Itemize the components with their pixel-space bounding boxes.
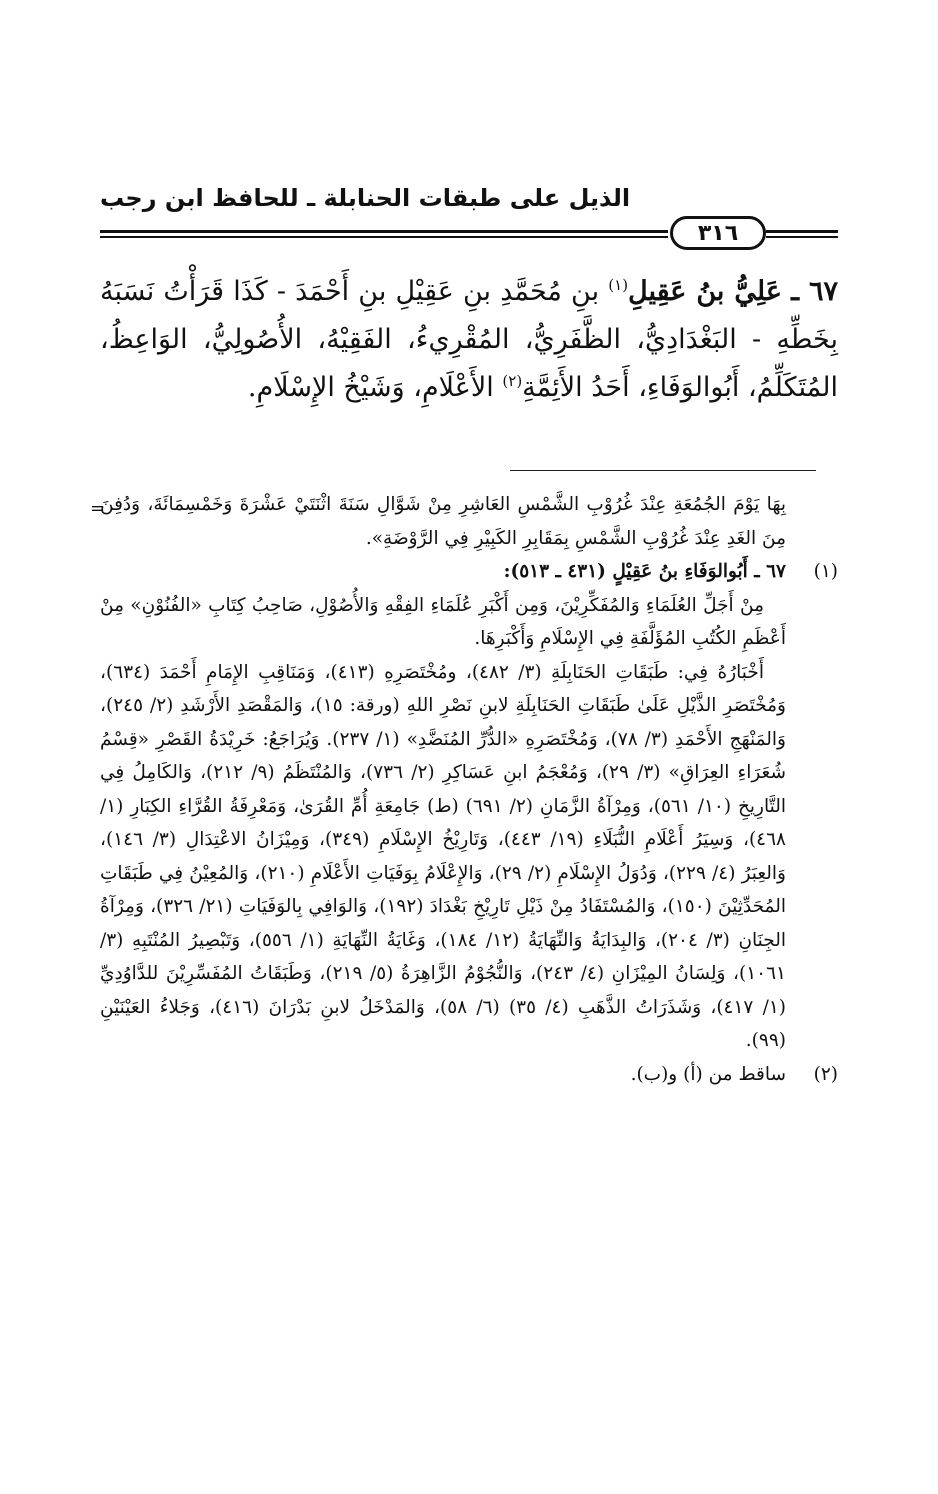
footnote-ref-2: (٢) — [502, 372, 523, 390]
rule-line — [766, 236, 838, 238]
entry-body-a: بنِ مُحَمَّدِ بنِ عَقِيْلِ بنِ أَحْمَدَ - كَذَا قَرَأْتُ نَسَبَهُ بِخَطِّهِ - البَغْدَادِيُّ، الظَّفَرِيُّ، المُقْرِيءُ، الفَقِيْهُ، الأُصُولِيُّ، الوَاعِظُ، المُتَكَلِّمُ، أَبُوالوَفَاءِ، أَحَدُ الأَئِمَّةِ — [100, 276, 838, 403]
rule-line — [100, 230, 668, 233]
entry-name: عَلِيُّ بنُ عَقِيلِ — [628, 276, 782, 307]
entry-text — [100, 268, 838, 412]
entry-number: ٦٧ ـ — [791, 276, 838, 307]
footnote-2-mark: (٢) — [813, 1063, 838, 1085]
rule-line — [100, 236, 668, 238]
footnote-ref-1: (١) — [608, 276, 629, 294]
footnote-1 — [100, 555, 838, 589]
continuation-text: بِهَا يَوْمَ الجُمُعَةِ عِنْدَ غُرُوْبِ الشَّمْسِ العَاشِرِ مِنْ شَوَّالِ سَنَةَ اثْنَتَيْ عَشْرَةَ وَخَمْسِمَائَةَ، وَدُفِنَ مِنَ الغَدِ عِنْدَ غُرُوْبِ الشَّمْسِ بِمَقَابِرِ الكَبِيْرِ فِي الرَّوْضَةِ». — [100, 494, 786, 549]
footnote-continuation — [90, 488, 838, 555]
footnotes — [90, 488, 838, 1091]
continuation-mark: = — [90, 498, 106, 519]
footnote-1-description: مِنْ أَجَلِّ العُلَمَاءِ وَالمُفَكِّرِيْنَ، وَمِن أَكْبَرِ عُلَمَاءِ الفِقْهِ وَالأُصُوْلِ، صَاحِبُ كِتَابِ «الفُنُوْنِ» مِنْ أَعْظَمِ الكُتُبِ المُؤَلَّفَةِ فِي الإِسْلَامِ وَأَكْبَرِهَا. — [100, 594, 786, 649]
entry-body-b: الأَعْلَامِ، وَشَيْخُ الإِسْلَامِ. — [247, 372, 494, 403]
footnote-2-text: ساقط من (أ) و(ب). — [630, 1063, 786, 1085]
page-number: ٣١٦ — [670, 216, 766, 250]
footnote-separator — [510, 470, 816, 471]
footnote-1-para-2 — [100, 656, 838, 1058]
rule-line — [766, 230, 838, 233]
footnote-1-mark: (١) — [813, 561, 838, 582]
footnote-2 — [100, 1058, 838, 1092]
header-rule — [100, 214, 838, 254]
footnote-1-heading: ٦٧ ـ أَبُوالوَفَاءِ بنُ عَقِيْلٍ (٤٣١ ـ ٥١٣): — [503, 561, 786, 582]
book-title: الذيل على طبقات الحنابلة ـ للحافظ ابن رجب — [100, 184, 631, 212]
footnote-1-para-1 — [100, 589, 838, 656]
running-head — [100, 180, 838, 216]
footnote-1-sources: أَخْبَارُهُ فِي: طَبَقَاتِ الحَنَابِلَةِ (٣/ ٤٨٢)، ومُخْتَصَرِهِ (٤١٣)، وَمَنَاقِبِ الإِمَامِ أَحْمَدَ (٦٣٤)، وَمُخْتَصَرِ الذَّيْلِ عَلَىٰ طَبَقَاتِ الحَنَابِلَةِ لابنِ نَصْرِ اللهِ (ورقة: ١٥)، وَالمَقْصَدِ الأَرْشَدِ (٢/ ٢٤٥)، وَالمَنْهَجِ الأَحْمَدِ (٣/ ٧٨)، وَمُخْتَصَرِهِ «الدُّرِّ المُنَضَّدِ» (١/ ٢٣٧). وَيُرَاجَعُ: خَرِيْدَةُ القَصْرِ «قِسْمُ شُعَرَاءِ العِرَاقِ» (٣/ ٢٩)، وَمُعْجَمُ ابنِ عَسَاكِرِ (٢/ ٧٣٦)، وَالمُنْتَظَمُ (٩/ ٢١٢)، وَالكَامِلُ فِي التَّارِيخِ (١٠/ ٥٦١)، وَمِرْآةُ الزَّمَانِ (٢/ ٦٩١) (ط) جَامِعَةِ أُمِّ القُرَىٰ، وَمَعْرِفَةُ القُرَّاءِ الكِبَارِ (١/ ٤٦٨)، وَسِيَرُ أَعْلَامِ النُّبَلَاءِ (١٩/ ٤٤٣)، وَتَارِيْخُ الإِسْلَامِ (٣٤٩)، وَمِيْزَانُ الاعْتِدَالِ (٣/ ١٤٦)، وَالعِبَرُ (٤/ ٢٢٩)، وَدُوَلُ الإِسْلَامِ (٢/ ٢٩)، وَالإِعْلَامُ بِوَفَيَاتِ الأَعْلَامِ (٢١٠)، وَالمُعِيْنُ فِي طَبَقَاتِ المُحَدِّثِيْنَ (١٥٠)، وَالمُسْتَفَادُ مِنْ ذَيْلِ تَارِيْخِ بَغْدَادَ (١٩٢)، وَالوَافِي بِالوَفَيَاتِ (٢١/ ٣٢٦)، وَمِرْآةُ الجِنَانِ (٣/ ٢٠٤)، وَالبِدَايَةُ وَالنِّهَايَةُ (١٢/ ١٨٤)، وَغَايَةُ النِّهَايَةِ (١/ ٥٥٦)، وَتَبْصِيرُ المُنْتَبِهِ (٣/ ١٠٦١)، وَلِسَانُ المِيْزَانِ (٤/ ٢٤٣)، وَالنُّجُوْمُ الزَّاهِرَةُ (٥/ ٢١٩)، وَطَبَقَاتُ المُفَسِّرِيْنَ للدَّاوُدِيِّ (١/ ٤١٧)، وَشَذَرَاتُ الذَّهَبِ (٤/ ٣٥) (٦/ ٥٨)، وَالمَدْخَلُ لابنِ بَدْرَانَ (٤١٦)، وَجَلاءُ العَيْنَيْنِ (٩٩). — [100, 661, 786, 1051]
